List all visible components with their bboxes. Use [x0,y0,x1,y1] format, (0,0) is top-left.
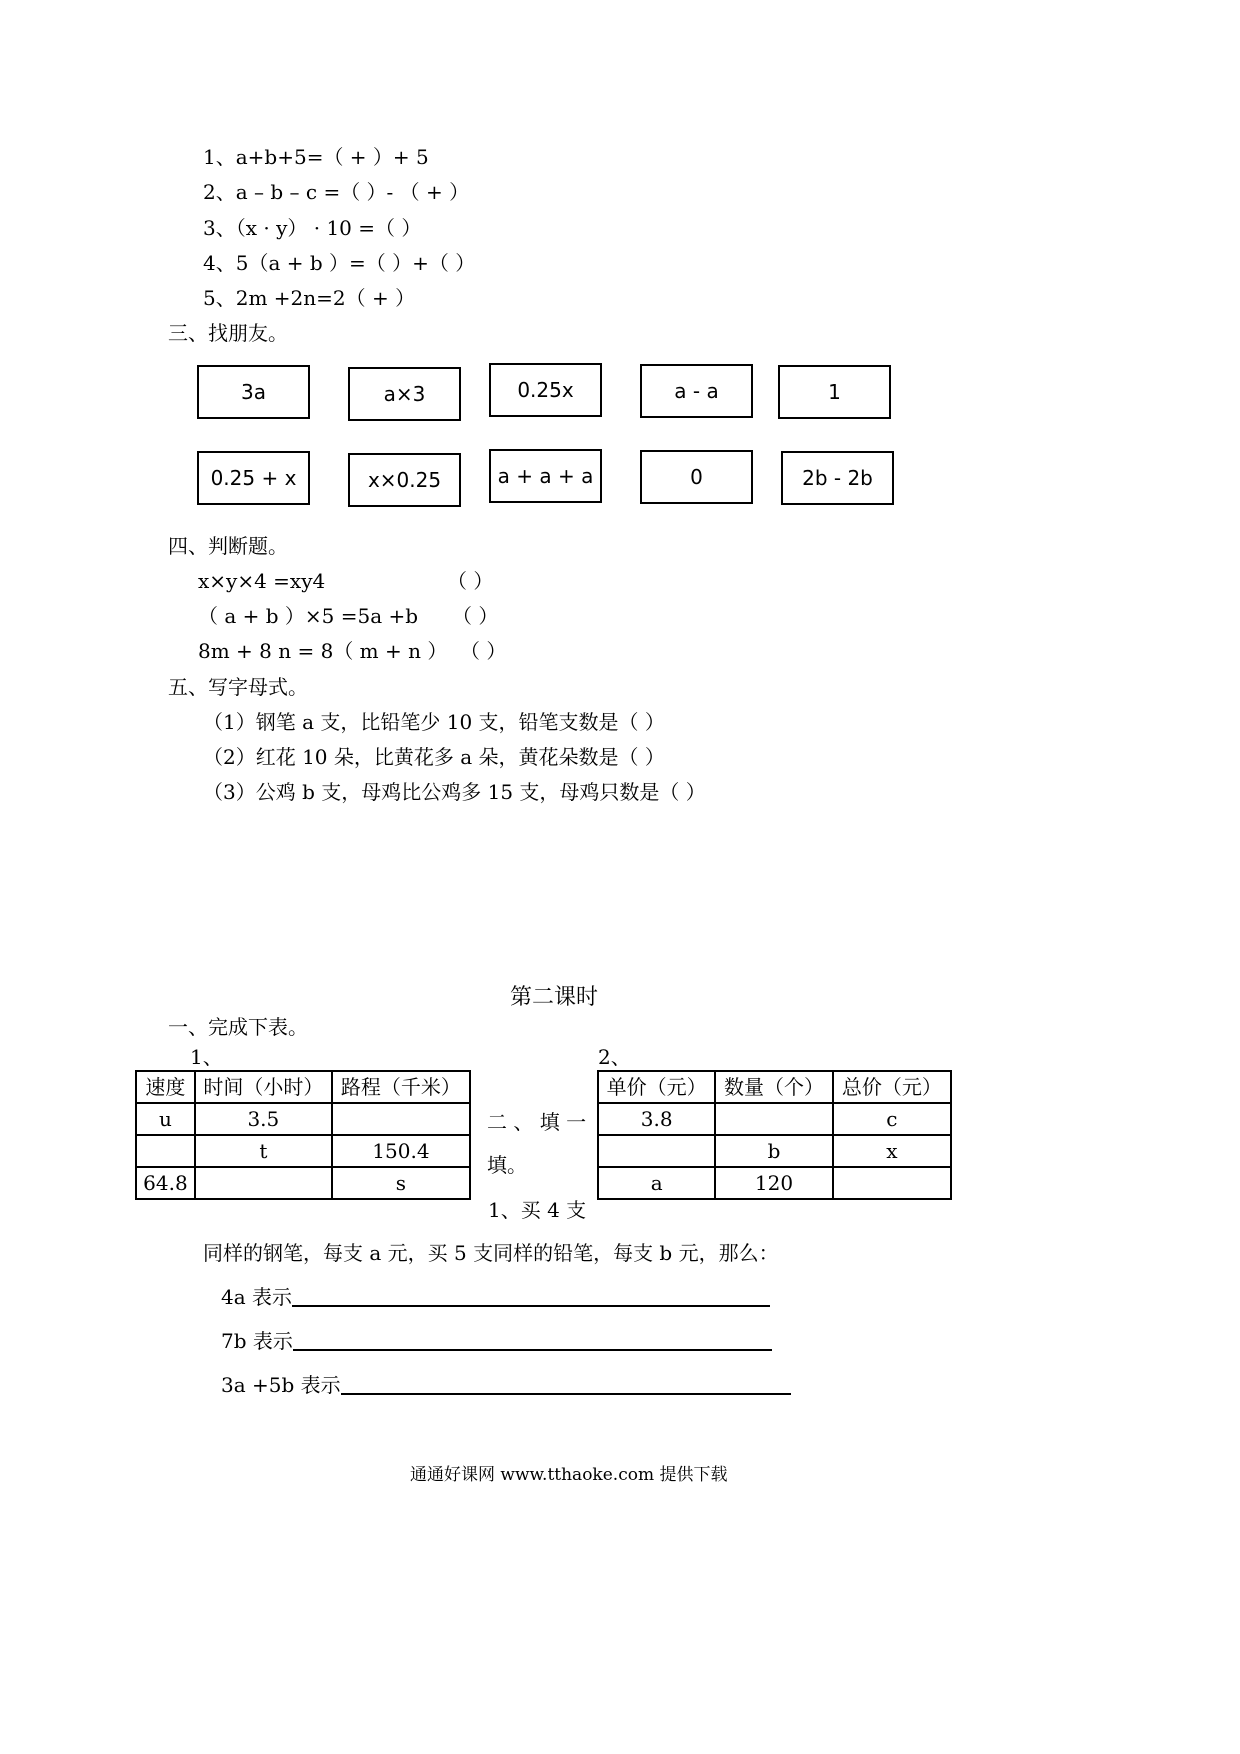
meaning-line-3 [221,1375,791,1395]
friend-box: 2b - 2b [781,451,894,505]
table-1-label: 1、 [190,1045,223,1069]
table-cell [195,1167,332,1199]
part-2-question: 1、买 4 支 [488,1198,587,1222]
word-problem: （1）钢笔 a 支，比铅笔少 10 支，铅笔支数是（ ） [203,710,665,734]
answer-line[interactable] [293,1331,772,1351]
table-cell: a [598,1167,715,1199]
judge-expression: x×y×4 =xy4 [198,569,326,593]
table-cell: u [136,1103,195,1135]
table-header: 路程（千米） [332,1071,470,1103]
table-cell: c [833,1103,951,1135]
table-cell: 3.5 [195,1103,332,1135]
table-cell: s [332,1167,470,1199]
table-cell [715,1103,832,1135]
footer-credit: 通通好课网 www.tthaoke.com 提供下载 [410,1465,728,1485]
table-cell: 3.8 [598,1103,715,1135]
friend-box: 3a [197,365,310,419]
table-cell [332,1103,470,1135]
part-2-title-cont: 填。 [487,1153,527,1177]
equation-1: 1、a+b+5=（ + ）+ 5 [203,145,429,169]
equation-3: 3、（x · y） · 10 =（ ） [203,216,422,240]
judge-blank: （ ） [452,604,499,628]
meaning-line-1 [221,1287,770,1307]
friend-box: x×0.25 [348,453,461,507]
table-header: 速度 [136,1071,195,1103]
meaning-label: 4a 表示 [221,1285,293,1309]
table-2-label: 2、 [598,1045,631,1069]
answer-line[interactable] [292,1287,770,1307]
section-4-title: 四、判断题。 [168,534,288,558]
lesson-title: 第二课时 [510,985,599,1010]
equation-5: 5、2m +2n=2（ + ） [203,286,416,310]
table-header: 数量（个） [715,1071,832,1103]
price-table [597,1070,952,1200]
table-cell: 64.8 [136,1167,195,1199]
part-2-question-cont: 同样的钢笔，每支 a 元，买 5 支同样的铅笔，每支 b 元，那么： [203,1241,779,1265]
judge-blank: （ ） [447,569,494,593]
friend-box: 1 [778,365,891,419]
table-header: 单价（元） [598,1071,715,1103]
friend-box: a + a + a [489,449,602,503]
meaning-line-2 [221,1331,772,1351]
equation-4: 4、5（a + b ）=（ ）+（ ） [203,251,476,275]
table-cell: 120 [715,1167,832,1199]
table-cell: 150.4 [332,1135,470,1167]
section-5-title: 五、写字母式。 [168,675,308,699]
judge-blank: （ ） [460,639,507,663]
table-header: 时间（小时） [195,1071,332,1103]
meaning-label: 3a +5b 表示 [221,1373,341,1397]
friend-box: a - a [640,364,753,418]
word-problem: （2）红花 10 朵，比黄花多 a 朵，黄花朵数是（ ） [203,745,665,769]
judge-expression: 8m + 8 n = 8（ m + n ） [198,639,448,663]
table-cell [598,1135,715,1167]
equation-2: 2、a – b – c =（ ）- （ + ） [203,180,470,204]
friend-box: 0.25x [489,363,602,417]
judge-expression: （ a + b ）×5 =5a +b [198,604,419,628]
table-cell [136,1135,195,1167]
part-2-title: 二 、 填 一 [487,1110,587,1134]
part-1-title: 一、完成下表。 [168,1015,308,1039]
friend-box: 0 [640,450,753,504]
answer-line[interactable] [341,1375,791,1395]
table-cell: b [715,1135,832,1167]
table-header: 总价（元） [833,1071,951,1103]
table-cell: x [833,1135,951,1167]
table-cell: t [195,1135,332,1167]
speed-table [135,1070,471,1200]
friend-box: 0.25 + x [197,451,310,505]
meaning-label: 7b 表示 [221,1329,293,1353]
word-problem: （3）公鸡 b 支，母鸡比公鸡多 15 支，母鸡只数是（ ） [203,780,706,804]
friend-box: a×3 [348,367,461,421]
table-cell [833,1167,951,1199]
section-3-title: 三、找朋友。 [168,321,288,345]
